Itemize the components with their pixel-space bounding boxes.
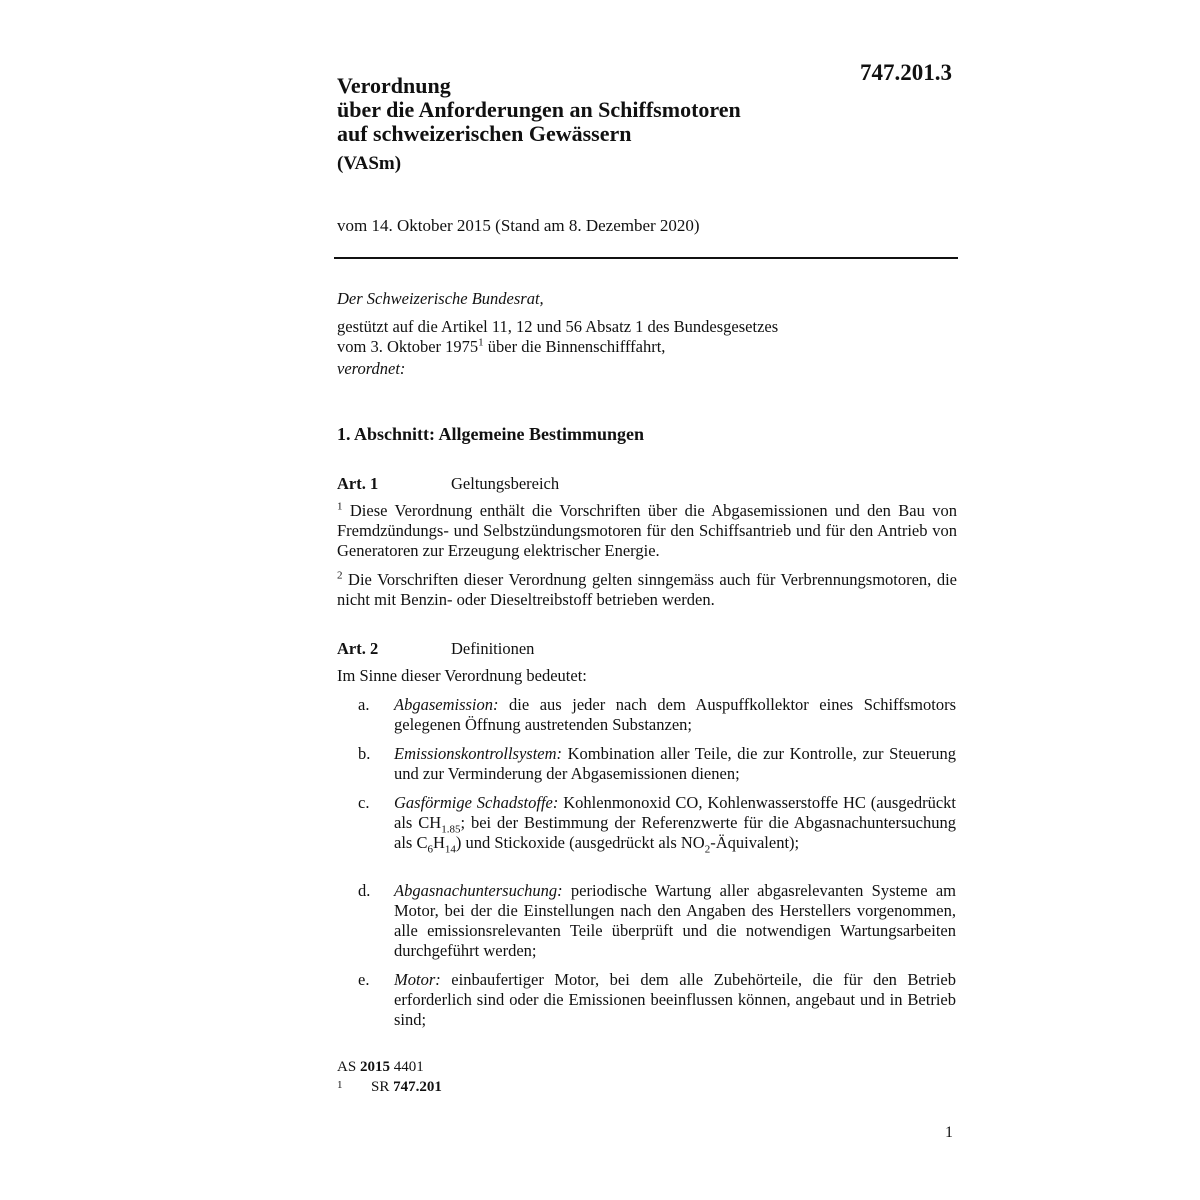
definition-text: H [432, 833, 445, 852]
definition-term: Abgasnachuntersuchung: [394, 881, 563, 900]
as-page: 4401 [389, 1059, 424, 1075]
subscript: 14 [444, 843, 456, 856]
document-title [337, 74, 857, 146]
article-number: Art. 1 [337, 474, 379, 493]
title-line: über die Anforderungen an Schiffsmotoren [337, 97, 741, 122]
definition-text: Kombination aller Teile, die zur Kontrolle, zur Steuerung und zur Verminderung der Abgasemissionen dienen; [394, 744, 957, 783]
title-line: Verordnung [337, 73, 451, 98]
article-heading [337, 474, 559, 494]
article-intro: Im Sinne dieser Verordnung bedeutet: [337, 666, 587, 685]
preamble-decree: verordnet: [337, 359, 406, 378]
paragraph-text: Die Vorschriften dieser Verordnung gelten sinngemäss auch für Verbrennungsmotoren, die nicht mit Benzin- oder Dieseltreibstoff betrieben werden. [337, 570, 957, 609]
subscript: 1.85 [441, 823, 461, 836]
item-letter: a. [358, 695, 370, 714]
footnote-reference: 747.201 [393, 1079, 442, 1095]
definition-text: Kohlenmonoxid CO, Kohlenwasserstoffe HC (ausgedrückt als CH [394, 793, 956, 832]
preamble-basis [337, 317, 957, 357]
definition-term: Motor: [394, 970, 441, 989]
official-compilation-reference [337, 1058, 424, 1077]
header-divider [334, 257, 958, 259]
as-prefix: AS [337, 1059, 360, 1075]
paragraph [337, 501, 957, 561]
preamble-basis-line2: vom 3. Oktober 1975 [337, 337, 479, 356]
document-abbreviation: (VASm) [337, 153, 402, 174]
footnote-number: 1 [337, 1079, 343, 1091]
definition-text: ) und Stickoxide (ausgedrückt als NO [455, 833, 705, 852]
page-number: 1 [945, 1124, 953, 1141]
definition-text: ; bei der Bestimmung der Referenzwerte für die Abgasnachuntersuchung als C [394, 813, 956, 852]
article-number: Art. 2 [337, 639, 379, 658]
article-heading [337, 639, 534, 659]
item-letter: b. [358, 744, 371, 763]
item-letter: c. [358, 793, 370, 812]
definition-text: periodische Wartung aller abgasrelevanten Systeme am Motor, bei der die Einstellungen nach den Angaben des Herstellers vorgenommen, alle emissionsrelevanten Teile überprüft und die notwendigen Wartungsarbeiten durchgeführt werden; [394, 881, 957, 960]
definition-term: Gasförmige Schadstoffe: [394, 793, 559, 812]
preamble-basis-line2-end: über die Binnenschifffahrt, [483, 337, 666, 356]
article-title: Geltungsbereich [451, 474, 560, 493]
preamble-basis-line1: gestützt auf die Artikel 11, 12 und 56 Absatz 1 des Bundesgesetzes [337, 317, 779, 336]
paragraph-text: Diese Verordnung enthält die Vorschriften über die Abgasemissionen und den Bau von Fremdzündungs- und Selbstzündungsmotoren für den Schiffsantrieb und für den Antrieb von Generatoren zur Erzeugung elektrischer Energie. [337, 501, 958, 560]
document-date: vom 14. Oktober 2015 (Stand am 8. Dezember 2020) [337, 216, 700, 235]
item-letter: e. [358, 970, 370, 989]
paragraph-number: 2 [337, 569, 343, 582]
footnote-marker: 1 [478, 336, 484, 349]
definition-text: einbaufertiger Motor, bei dem alle Zubehörteile, die für den Betrieb erforderlich sind oder die Emissionen beeinflussen können, angebaut und in Betrieb sind; [394, 970, 956, 1029]
definition-term: Abgasemission: [394, 695, 499, 714]
as-year: 2015 [359, 1059, 390, 1075]
definition-text: -Äquivalent); [710, 833, 800, 852]
item-letter: d. [358, 881, 371, 900]
article-title: Definitionen [451, 639, 535, 658]
subscript: 6 [427, 843, 433, 856]
preamble-issuer: Der Schweizerische Bundesrat, [337, 289, 544, 308]
paragraph [337, 570, 957, 610]
footnote-prefix: SR [371, 1079, 394, 1095]
section-heading: 1. Abschnitt: Allgemeine Bestimmungen [337, 424, 645, 444]
paragraph-number: 1 [337, 500, 343, 513]
preamble [337, 289, 957, 379]
title-line: auf schweizerischen Gewässern [337, 121, 632, 146]
sr-number: 747.201.3 [860, 60, 952, 85]
definition-text: die aus jeder nach dem Auspuffkollektor eines Schiffsmotors gelegenen Öffnung austretenden Substanzen; [394, 695, 956, 734]
subscript: 2 [704, 843, 711, 856]
footnote [337, 1078, 442, 1097]
definition-term: Emissionskontrollsystem: [394, 744, 563, 763]
